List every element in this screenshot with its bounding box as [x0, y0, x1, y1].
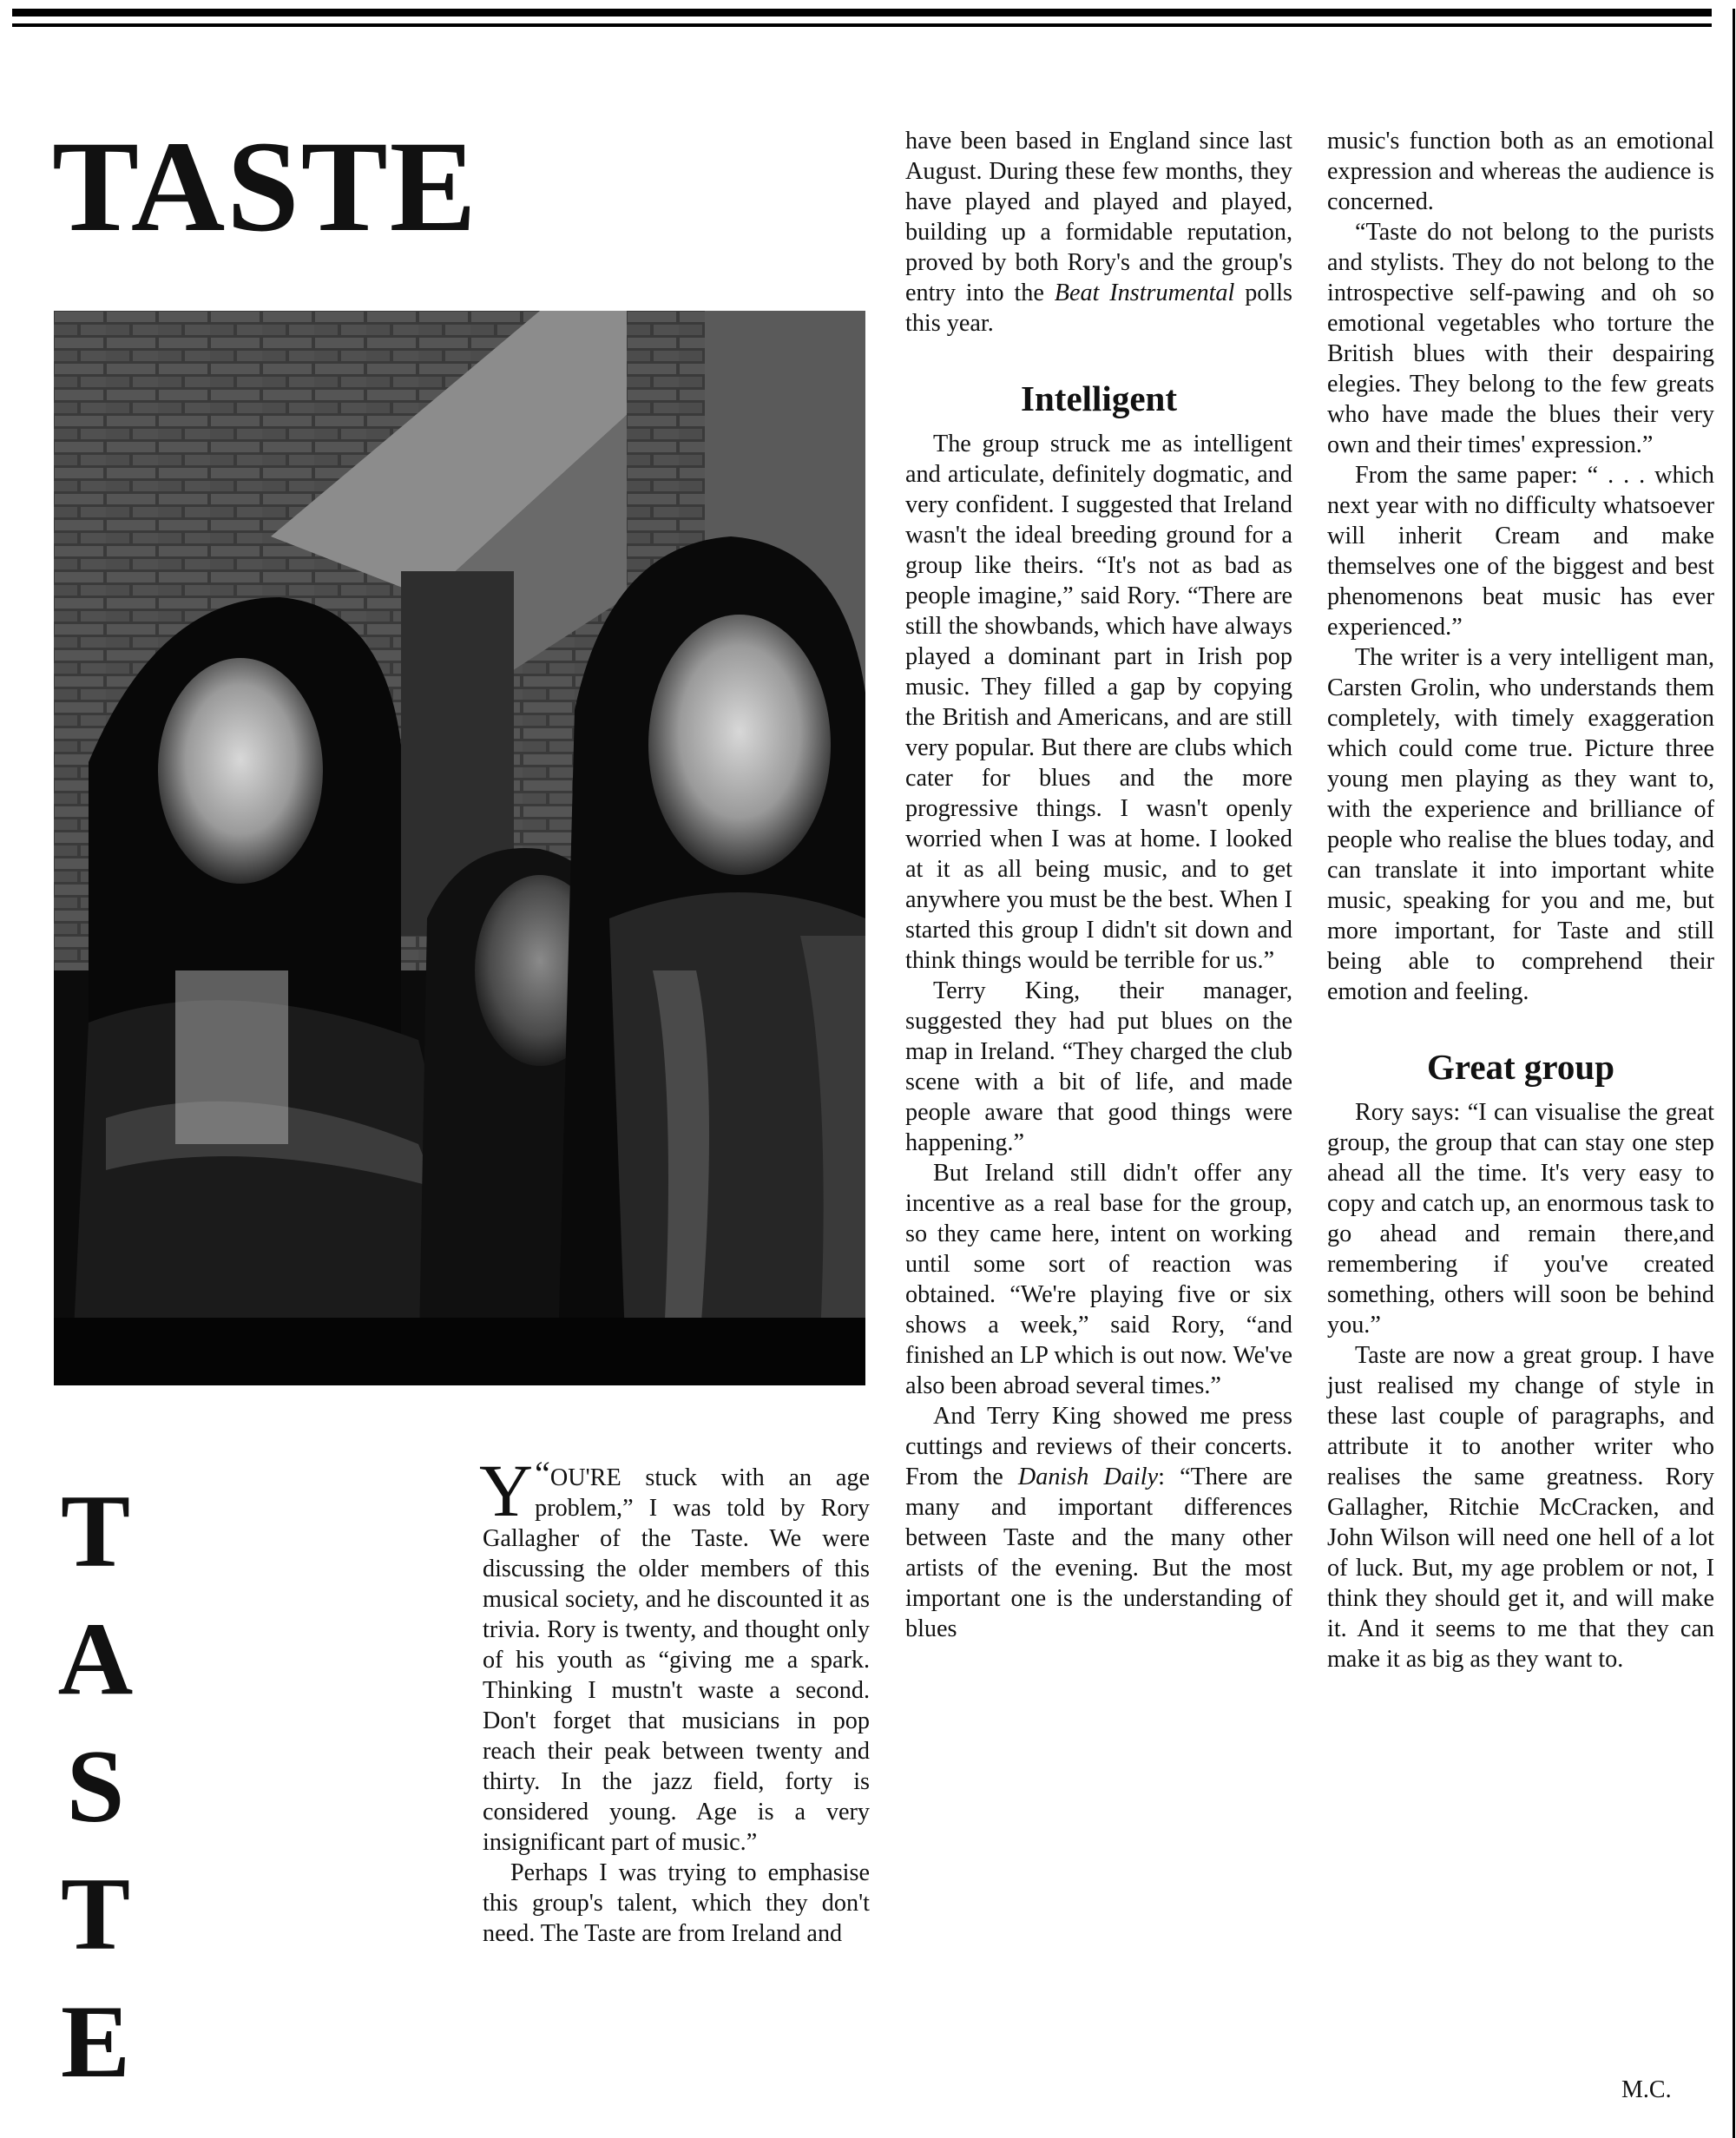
italic-publication: Danish Daily [1017, 1464, 1159, 1490]
paragraph: “Taste do not belong to the purists and stylists. They do not belong to the introspective self-pawing and oh so emotional vegetables who torture the British blues with their despairing elegies. They belong to the few greats who have made the blues their very own and their times' expression.” [1327, 219, 1714, 458]
italic-publication: Beat Instrumental [1054, 280, 1235, 306]
page-edge [1733, 9, 1735, 2138]
paragraph: The writer is a very intelligent man, Carsten Grolin, who understands them completely, with timely exaggeration which could come true. Picture three young men playing as they want to, with the experience and brilliance of people who realise the blues today, and can translate it into important white music, speaking for you and me, but more important, for Taste and still being able to comprehend their emotion and feeling. [1327, 644, 1714, 1005]
subheading-great-group: Great group [1426, 1047, 1614, 1087]
subheading-intelligent: Intelligent [1021, 378, 1177, 418]
paragraph: The group struck me as intelligent and articulate, definitely dogmatic, and very confident. I suggested that Ireland wasn't the ideal breeding ground for a group like theirs. “It's not as bad as people imagine,” said Rory. “There are still the showbands, which have always played a dominant part in Irish pop music. They filled a gap by copying the British and Americans, and are still very popular. But there are clubs which cater for blues and the more progressive things. I wasn't openly worried when I was at home. I looked at it as all being music, and to get anywhere you must be the best. When I started this group I didn't sit down and think things would be terrible for us.” [905, 431, 1292, 974]
paragraph: Rory says: “I can visualise the great group, the group that can stay one step ahead all the time. It's very easy to copy and catch up, an enormous task to go ahead and remain there,and remembering if you've created something, others will soon be behind you.” [1327, 1099, 1714, 1339]
paragraph [905, 126, 1292, 339]
band-photo [54, 311, 865, 1385]
opening-paragraph [479, 1449, 870, 1858]
paragraph-text: have been based in England since last August. During these few months, they have played and played and played, building up a formidable reputation, proved by both Rory's and the group's entry into the [905, 128, 1292, 306]
article-column-3 [1327, 126, 1714, 1674]
article-column-1 [479, 1449, 870, 1949]
author-signature: M.C. [1621, 2076, 1672, 2103]
paragraph: From the same paper: “ . . . which next year with no difficulty whatsoever will inherit Cream and make themselves one of the biggest and best phenomenons beat music has ever experienced.” [1327, 462, 1714, 641]
article-column-2 [905, 126, 1292, 1644]
paragraph-text: polls this year. [905, 280, 1293, 337]
vertical-letter: A [57, 1601, 134, 1716]
vertical-title [48, 1467, 143, 2105]
vertical-letter: T [60, 1856, 131, 1971]
paragraph: Terry King, their manager, suggested they had put blues on the map in Ireland. “They charged the club scene with a bit of life, and made people aware that good things were happening.” [905, 977, 1292, 1156]
top-rule-thin [12, 23, 1712, 27]
opening-quote-mark: “ [535, 1454, 550, 1493]
drop-cap: Y [479, 1449, 534, 1532]
article-title: TASTE [52, 115, 478, 259]
paragraph [905, 1401, 1292, 1644]
paragraph: Taste are now a great group. I have just realised my change of style in these last couple of paragraphs, and attribute it to another writer who realises the same greatness. Rory Gallagher, Ritchie McCracken, and John Wilson will need one hell of a lot of luck. But, my age problem or not, I think they should get it, and will make it. And it seems to me that they can make it as big as they want to. [1327, 1342, 1714, 1673]
vertical-letter: E [60, 1983, 131, 2099]
vertical-letter: S [66, 1728, 125, 1844]
vertical-letter: T [60, 1473, 131, 1589]
opening-text: OU'RE stuck with an age problem,” I was told by Rory Gallagher of the Taste. We were discussing the older members of this musical society, and he discounted it as trivia. Rory is twenty, and thought only of his youth as “giving me a spark. Thinking I mustn't waste a second. Don't forget that musicians in pop reach their peak between twenty and thirty. In the jazz field, forty is considered young. Age is a very insignificant part of music.” [483, 1464, 870, 1856]
paragraph: But Ireland still didn't offer any incentive as a real base for the group, so they came here, intent on working until some sort of reaction was obtained. “We're playing five or six shows a week,” said Rory, “and finished an LP which is out now. We've also been abroad several times.” [905, 1160, 1292, 1399]
paragraph-text: And Terry King showed me press cuttings and reviews of their concerts. From the [905, 1403, 1292, 1490]
paragraph: music's function both as an emotional expression and whereas the audience is concerned. [1327, 128, 1714, 215]
top-rule-thick [12, 9, 1712, 16]
paragraph-text: : “There are many and important differences between Taste and the many other artists of the evening. But the most important one is the understanding of blues [905, 1464, 1292, 1642]
paragraph: Perhaps I was trying to emphasise this group's talent, which they don't need. The Taste are from Ireland and [483, 1859, 870, 1947]
